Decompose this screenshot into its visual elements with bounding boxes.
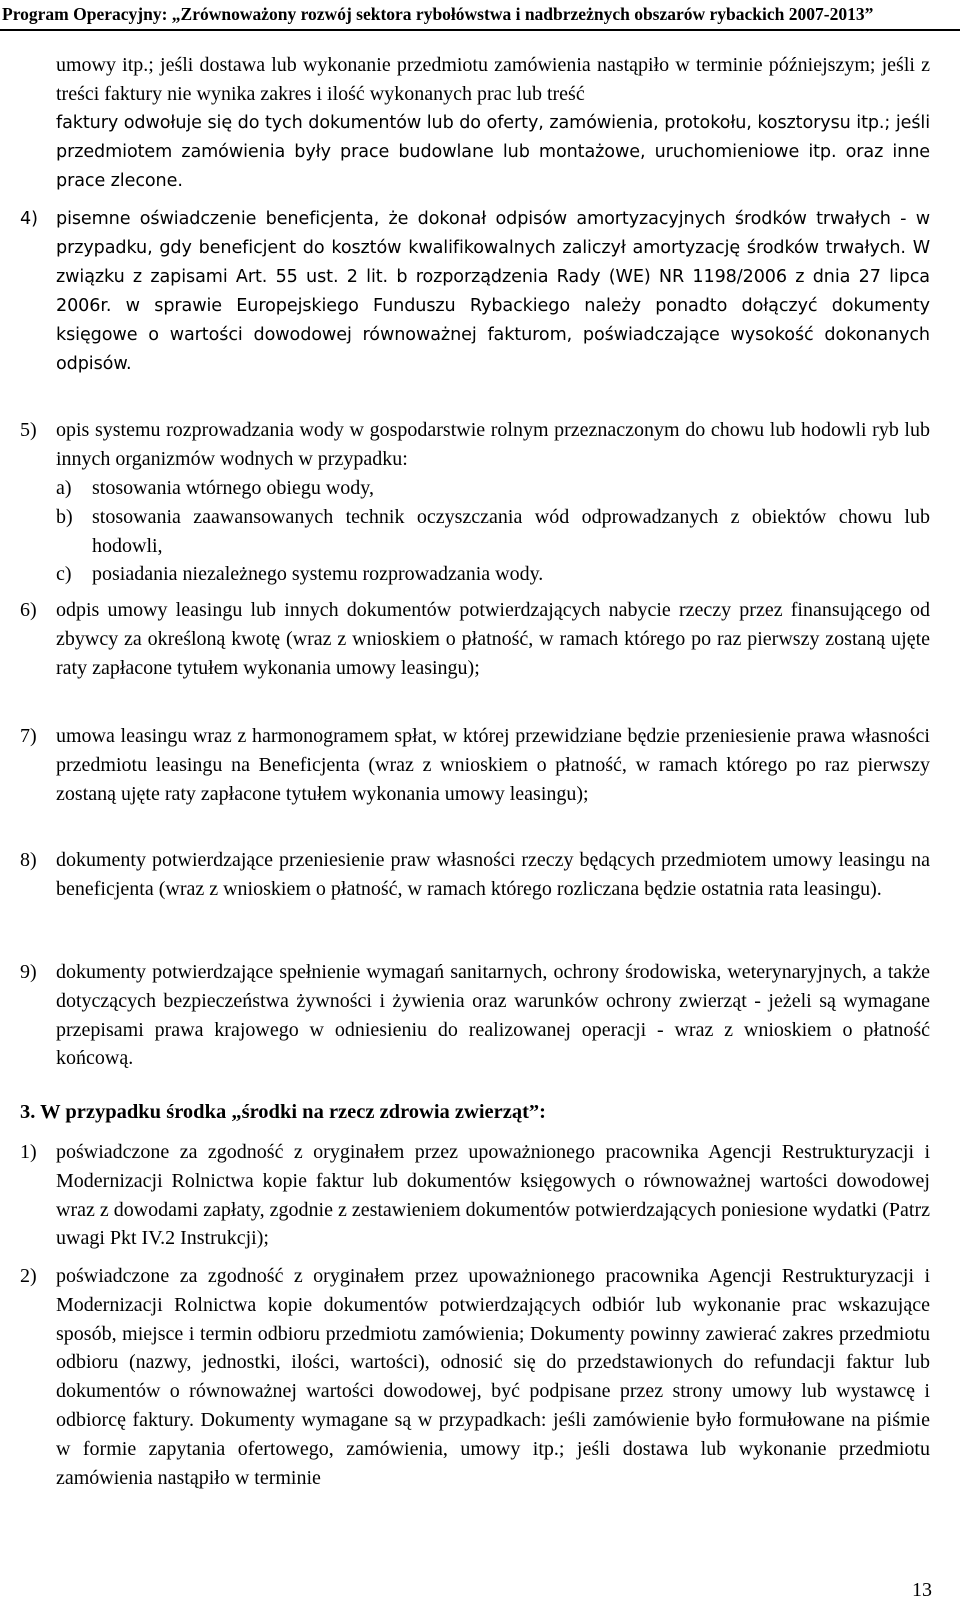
sub-item-a — [56, 474, 930, 503]
page-number: 13 — [912, 1579, 932, 1601]
continuation-text: faktury odwołuje się do tych dokumentów lub do oferty, zamówienia, protokołu, kosztorysu itp.; jeśli przedmiotem zamówienia były prace budowlane lub montażowe, uruchomieniowe itp. oraz inne prace zlecone. — [56, 113, 930, 191]
list-item-7 — [20, 722, 930, 808]
list-item-text: opis systemu rozprowadzania wody w gospodarstwie rolnym przeznaczonym do chowu lub hodowli ryb lub innych organizmów wodnych w przypadku: — [56, 419, 930, 470]
list-item-number: 8) — [20, 849, 37, 871]
sub-item-text: posiadania niezależnego systemu rozprowadzania wody. — [92, 563, 544, 585]
list-item-4 — [20, 205, 930, 378]
sub-item-c — [56, 560, 930, 589]
sub-item-letter: c) — [56, 563, 72, 585]
list-item-text: poświadczone za zgodność z oryginałem przez upoważnionego pracownika Agencji Restrukturyzacji i Modernizacji Rolnictwa kopie faktur lub dokumentów księgowych o równoważnej wartości dowodowej wraz z dowodami zapłaty, zgodnie z zestawieniem dokumentów potwierdzających poniesione wydatki (Patrz uwagi Pkt IV.2 Instrukcji); — [56, 1141, 930, 1250]
continuation-text-serif: umowy itp.; jeśli dostawa lub wykonanie przedmiotu zamówienia nastąpiło w terminie późniejszym; jeśli z treści faktury nie wynika zakres i ilość wykonanych prac lub treść — [56, 54, 930, 105]
document-header: Program Operacyjny: „Zrównoważony rozwój sektora rybołówstwa i nadbrzeżnych obszarów rybackich 2007-2013” — [2, 4, 874, 24]
list-item-text: pisemne oświadczenie beneficjenta, że dokonał odpisów amortyzacyjnych środków trwałych - w przypadku, gdy beneficjent do kosztów kwalifikowalnych zaliczył amortyzację środków trwałych. W związku z zapisami Art. 55 ust. 2 lit. b rozporządzenia Rady (WE) NR 1198/2006 z dnia 27 lipca 2006r. w sprawie Europejskiego Funduszu Rybackiego należy ponadto dołączyć dokumenty księgowe o wartości dowodowej równoważnej fakturom, poświadczające wysokość dokonanych odpisów. — [56, 209, 930, 374]
section3-item-1 — [20, 1138, 930, 1253]
sub-item-b — [56, 503, 930, 561]
list-item-6 — [20, 596, 930, 682]
list-item-number: 9) — [20, 961, 37, 983]
list-item-8 — [20, 846, 930, 904]
section3-item-2 — [20, 1262, 930, 1492]
header-divider — [0, 29, 960, 31]
list-item-5 — [20, 416, 930, 474]
sub-item-text: stosowania wtórnego obiegu wody, — [92, 477, 374, 499]
list-item-text: poświadczone za zgodność z oryginałem przez upoważnionego pracownika Agencji Restrukturyzacji i Modernizacji Rolnictwa kopie dokumentów potwierdzających odbiór lub wykonanie prac wskazujące sposób, miejsce i termin odbioru przedmiotu zamówienia; Dokumenty powinny zawierać zakres przedmiotu odbioru (nazwy, jednostki, ilości, wartości), odnosić się do przedstawionych do refundacji faktur lub dokumentów o równoważnej wartości dowodowej, być podpisane przez strony umowy lub wystawcę i odbiorcę faktury. Dokumenty wymagane są w przypadkach: jeśli zamówienie było formułowane na piśmie w formie zapytania ofertowego, zamówienia, umowy itp.; jeśli dostawa lub wykonanie przedmiotu zamówienia nastąpiło w terminie — [56, 1265, 930, 1489]
list-item-number: 1) — [20, 1141, 37, 1163]
list-item-number: 6) — [20, 599, 37, 621]
section-heading: 3. W przypadku środka „środki na rzecz zdrowia zwierząt”: — [20, 1101, 546, 1123]
sub-item-text: stosowania zaawansowanych technik oczyszczania wód odprowadzanych z obiektów chowu lub hodowli, — [92, 506, 930, 557]
list-item-9 — [20, 958, 930, 1073]
list-item-text: odpis umowy leasingu lub innych dokumentów potwierdzających nabycie rzeczy przez finansującego od zbywcy za określoną kwotę (wraz z wnioskiem o płatność, w ramach którego po raz pierwszy zostaną ujęte raty zapłacone tytułem wykonania umowy leasingu); — [56, 599, 930, 679]
list-item-number: 5) — [20, 419, 37, 441]
sub-item-letter: a) — [56, 477, 72, 499]
list-item-text: dokumenty potwierdzające spełnienie wymagań sanitarnych, ochrony środowiska, weterynaryjnych, a także dotyczących bezpieczeństwa żywności i żywienia oraz warunków ochrony zwierząt - jeżeli są wymagane przepisami prawa krajowego w odniesieniu do realizowanej operacji - wraz z wnioskiem o płatność końcową. — [56, 961, 930, 1070]
sub-item-letter: b) — [56, 506, 73, 528]
list-item-number: 2) — [20, 1265, 37, 1287]
list-item-text: dokumenty potwierdzające przeniesienie praw własności rzeczy będących przedmiotem umowy leasingu na beneficjenta (wraz z wnioskiem o płatność, w ramach którego rozliczana będzie ostatnia rata leasingu). — [56, 849, 930, 900]
list-item-number: 7) — [20, 725, 37, 747]
list-item-number: 4) — [20, 209, 38, 229]
list-item-text: umowa leasingu wraz z harmonogramem spłat, w której przewidziane będzie przeniesienie prawa własności przedmiotu leasingu na Beneficjenta (wraz z wnioskiem o płatność, w ramach którego po raz pierwszy zostaną ujęte raty zapłacone tytułem wykonania umowy leasingu); — [56, 725, 930, 805]
